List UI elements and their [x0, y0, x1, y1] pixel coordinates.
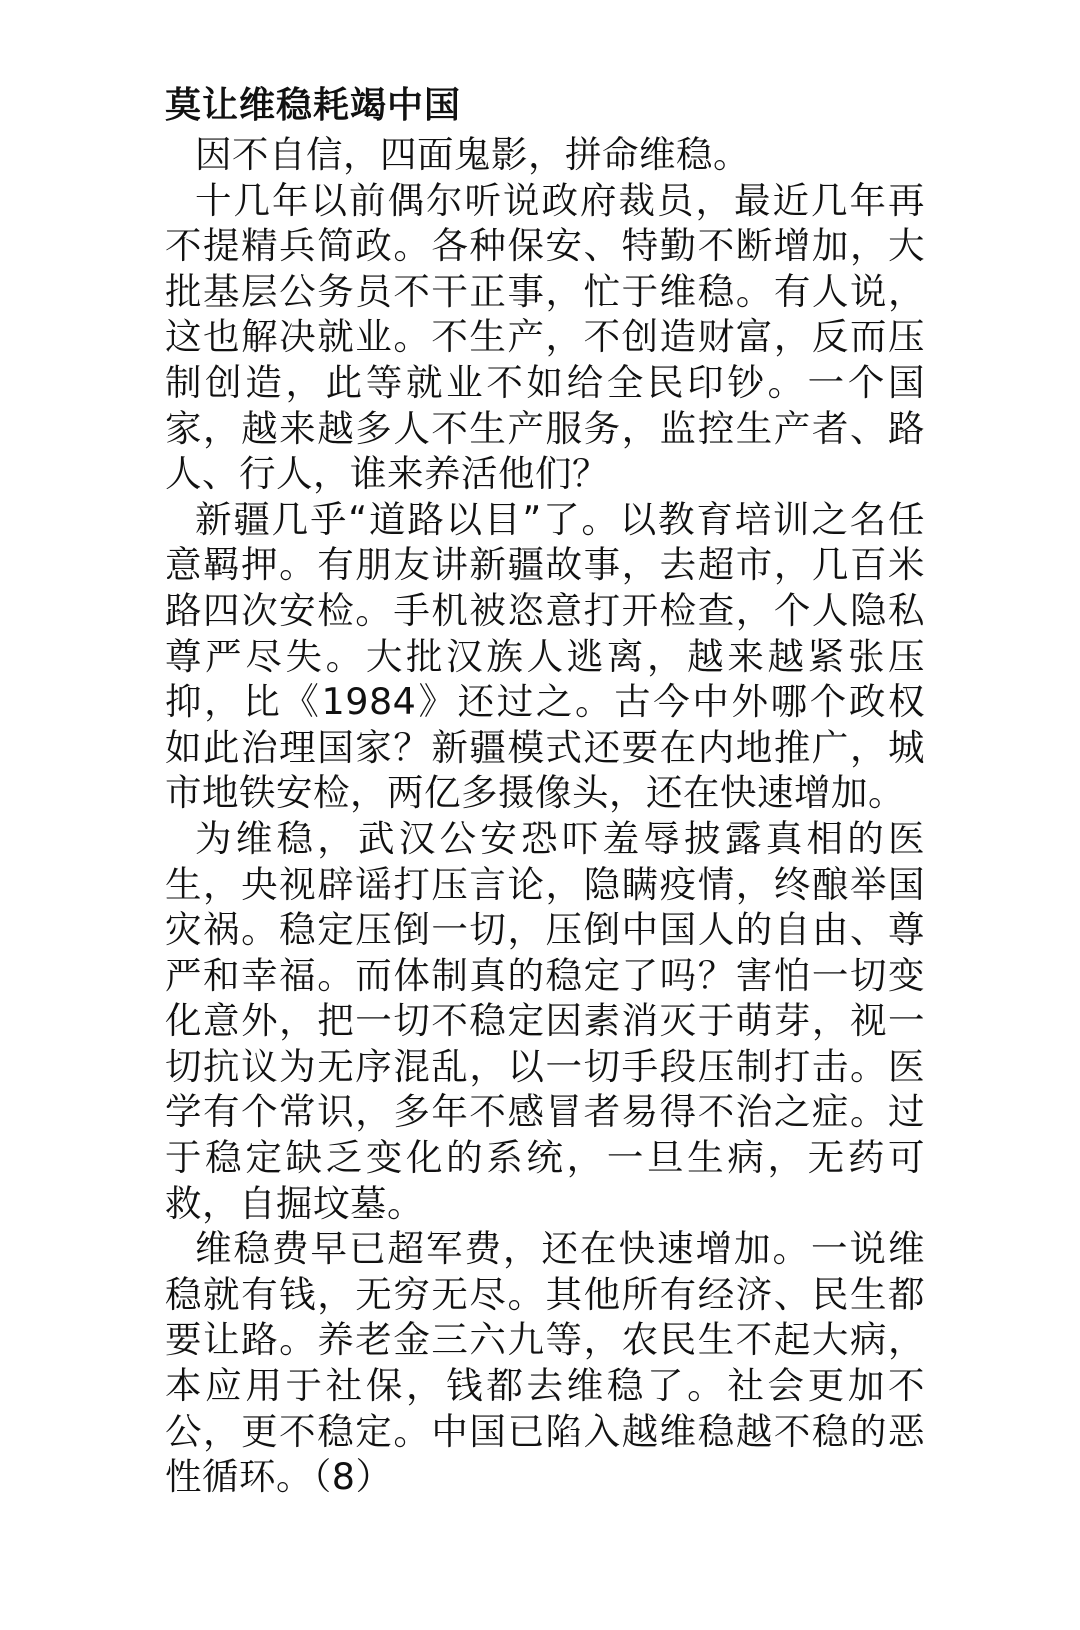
paragraph-2: 十几年以前偶尔听说政府裁员，最近几年再不提精兵简政。各种保安、特勤不断增加，大批基层公务员不干正事，忙于维稳。有人说，这也解决就业。不生产，不创造财富，反而压制创造，此等就业不如给全民印钞。一个国家，越来越多人不生产服务，监控生产者、路人、行人，谁来养活他们？: [165, 178, 925, 496]
paragraph-3: 新疆几乎“道路以目”了。以教育培训之名任意羁押。有朋友讲新疆故事，去超市，几百米路四次安检。手机被恣意打开检查，个人隐私尊严尽失。大批汉族人逃离，越来越紧张压抑，比《1984》还过之。古今中外哪个政权如此治理国家？新疆模式还要在内地推广，城市地铁安检，两亿多摄像头，还在快速增加。: [165, 497, 925, 815]
paragraph-5: 维稳费早已超军费，还在快速增加。一说维稳就有钱，无穷无尽。其他所有经济、民生都要让路。养老金三六九等，农民生不起大病，本应用于社保，钱都去维稳了。社会更加不公，更不稳定。中国已陷入越维稳越不稳的恶性循环。（8）: [165, 1227, 925, 1499]
paragraph-1: 因不自信，四面鬼影，拼命维稳。: [195, 133, 750, 176]
article-title: 莫让维稳耗竭中国: [165, 85, 462, 126]
article: [165, 82, 925, 1500]
paragraph-4: 为维稳，武汉公安恐吓羞辱披露真相的医生，央视辟谣打压言论，隐瞒疫情，终酿举国灾祸。稳定压倒一切，压倒中国人的自由、尊严和幸福。而体制真的稳定了吗？害怕一切变化意外，把一切不稳定因素消灭于萌芽，视一切抗议为无序混乱，以一切手段压制打击。医学有个常识，多年不感冒者易得不治之症。过于稳定缺乏变化的系统，一旦生病，无药可救，自掘坟墓。: [165, 816, 925, 1225]
